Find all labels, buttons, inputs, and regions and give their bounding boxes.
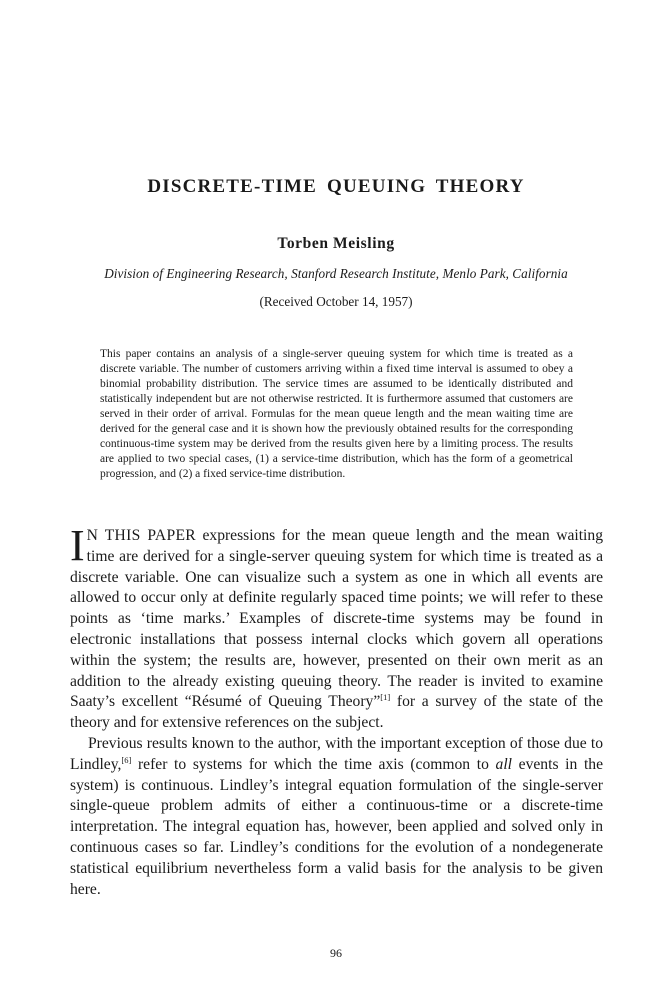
abstract-text: This paper contains an analysis of a single-server queuing system for which time is treated as a discrete variable. The number of customers arriving within a fixed time interval is assumed to obey a binomial probability distribution. The service times are assumed to be identically distributed and statistically independent but are not otherwise restricted. It is furthermore assumed that customers are served in their order of arrival. Formulas for the mean queue length and the mean waiting time are derived for the general case and it is shown how the previously obtained results for the corresponding continuous-time system may be derived from the results given here by a limiting process. The results are applied to two special cases, (1) a service-time distribution, which has the form of a geometrical progression, and (2) a fixed service-time distribution. [100,348,573,480]
opening-small-caps: N THIS PAPER [86,527,196,544]
paragraph-1-text-a: expressions for the mean queue length and the mean waiting time are derived for a single-server queuing system for which time is treated as a discrete variable. One can visualize such a system as one in which all events are allowed to occur only at definite regularly spaced time points; we will refer to these points as ‘time marks.’ Examples of discrete-time systems may be found in electronic installations that possess internal clocks which govern all operations within the system; the results are, however, presented on their own merit as an addition to the already existing queuing theory. The reader is invited to examine Saaty’s excellent “Résumé of Queuing Theory” [70,527,603,711]
body-paragraph-2 [70,734,603,900]
drop-cap: I [70,521,85,570]
body-text [70,521,604,900]
abstract [100,347,573,482]
page-number: 96 [330,946,342,960]
paragraph-2-text-c: events in the system) is continuous. Lindley’s integral equation formulation of the single-server single-queue problem admits of either a continuous-time or a discrete-time interpretation. The integral equation has, however, been applied and solved only in continuous cases so far. Lindley’s conditions for the evolution of a nondegenerate statistical equilibrium nevertheless form a valid basis for the analysis to be given here. [70,755,604,898]
emphasis-all: all [495,755,513,773]
paragraph-2-text-a: Previous results known to the author, with the important exception of those due to Lindley, [70,734,603,773]
received-date: (Received October 14, 1957) [259,294,413,309]
author-name: Torben Meisling [277,235,395,252]
paragraph-1-text-b: for a survey of the state of the theory and for extensive references on the subject. [70,693,603,732]
body-paragraph-1 [70,521,603,734]
reference-6-superscript: [6] [121,754,132,765]
article-title: DISCRETE-TIME QUEUING THEORY [147,176,525,197]
author-affiliation: Division of Engineering Research, Stanford Research Institute, Menlo Park, California [104,266,568,281]
reference-1-superscript: [1] [380,692,391,703]
paragraph-2-text-b: refer to systems for which the time axis (common to [131,755,496,773]
